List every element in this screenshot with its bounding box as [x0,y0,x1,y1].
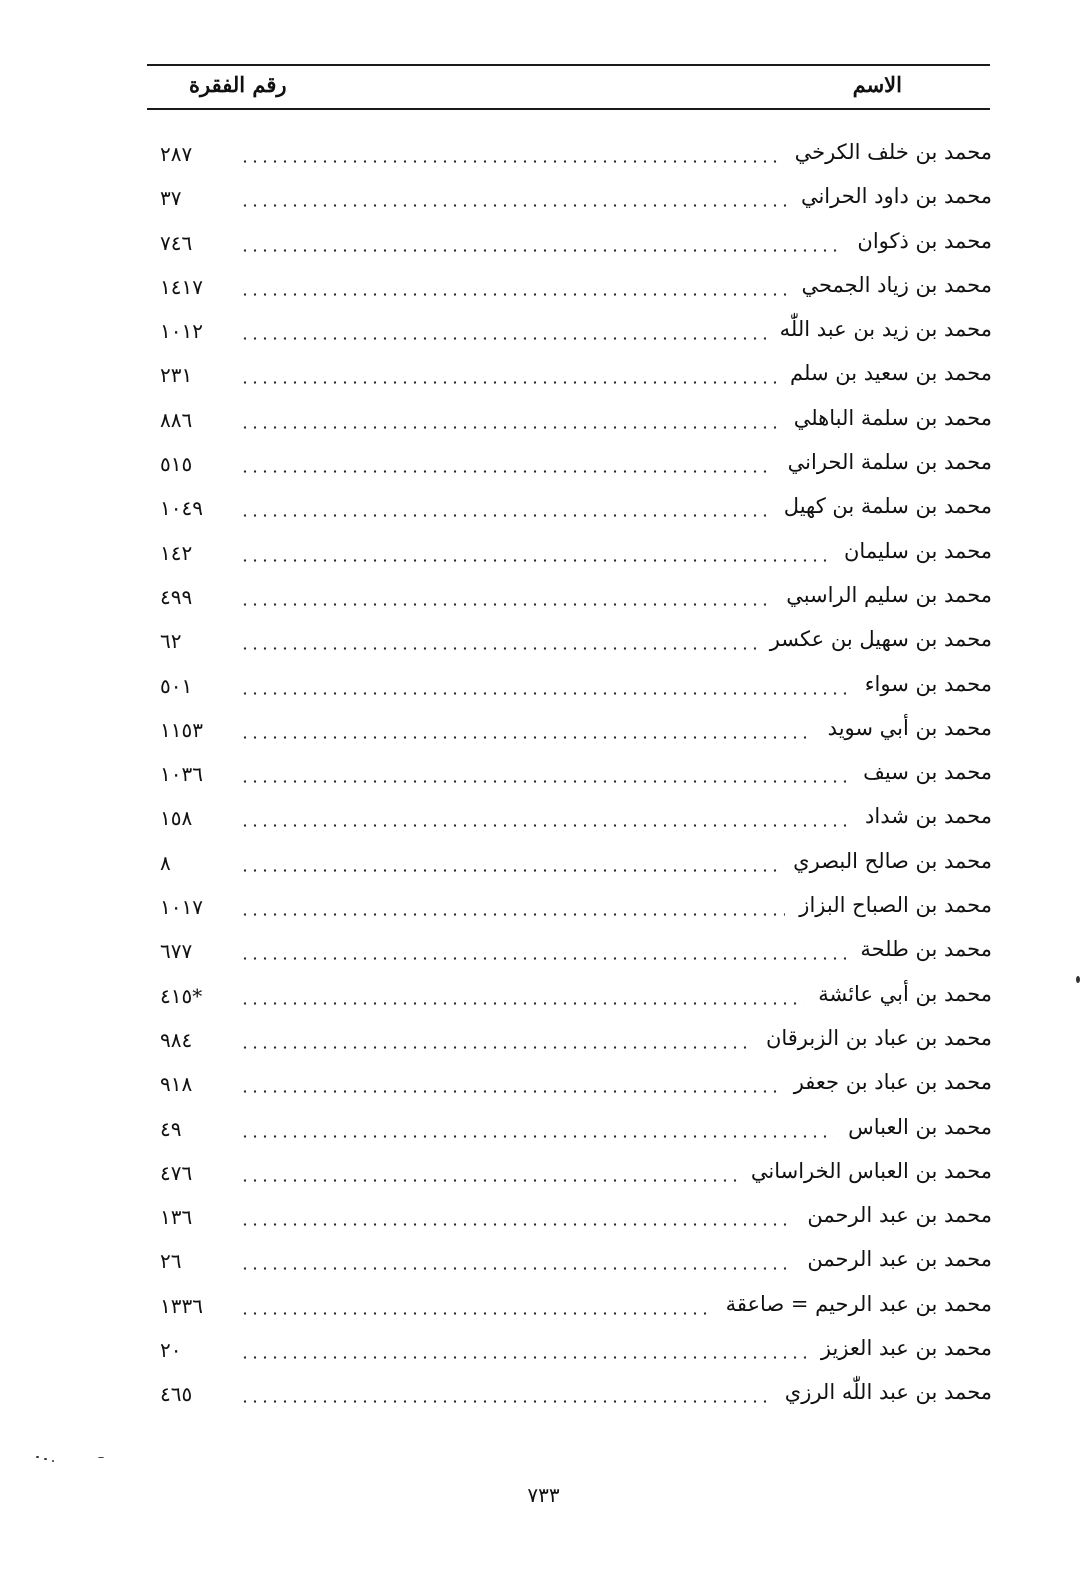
entry-name: محمد بن أبي سويد [816,716,992,740]
dot-leader [240,249,843,252]
entry-paragraph-number: ١٣٣٦ [160,1293,203,1318]
entry-name: محمد بن شداد [853,804,992,828]
index-entry-row [160,976,992,1020]
entry-name: محمد بن العباس [836,1115,992,1139]
entry-name: محمد بن عبد الرحمن [795,1203,992,1227]
index-entry-row [160,843,992,887]
dot-leader [240,559,830,562]
entry-paragraph-number: ١٤٢ [160,540,193,565]
entry-paragraph-number: ١١٥٣ [160,717,203,742]
entry-paragraph-number: ٨٨٦ [160,407,193,432]
entry-paragraph-number: ٤٧٦ [160,1160,193,1185]
dot-leader [240,381,776,384]
entry-paragraph-number: ١٠٤٩ [160,496,203,521]
index-entry-row [160,267,992,311]
entry-name: محمد بن زياد الجمحي [789,273,992,297]
dot-leader [240,426,780,429]
entry-name: محمد بن سلمة الباهلي [782,406,992,430]
dot-leader [240,1223,793,1226]
scan-speck [1076,976,1080,983]
index-entry-row [160,1286,992,1330]
index-entry-row [160,666,992,710]
dot-leader [240,204,787,207]
entry-name: محمد بن سعيد بن سلم [778,361,992,385]
scan-speck [44,1458,47,1460]
entry-paragraph-number: ١٤١٧ [160,274,203,299]
scan-speck [98,1457,104,1458]
index-entry-row [160,223,992,267]
entry-paragraph-number: ٩١٨ [160,1072,193,1097]
table-header [147,66,990,108]
entry-paragraph-number: ١٠٣٦ [160,762,203,787]
entry-name: محمد بن زيد بن عبد اللّٰه [768,317,992,341]
entry-paragraph-number: ٢٨٧ [160,142,193,166]
entry-name: محمد بن ذكوان [845,229,992,253]
index-entry-row [160,1109,992,1153]
entry-name: محمد بن سلمة الحراني [776,450,992,474]
dot-leader [240,957,846,960]
number-column-header: رقم الفقرة [189,72,287,97]
entry-name: محمد بن عباد بن جعفر [782,1070,992,1094]
dot-leader [240,603,772,606]
index-entry-row [160,311,992,355]
entry-paragraph-number: ٢٦ [160,1249,182,1274]
index-entry-row [160,355,992,399]
index-entry-row [160,621,992,665]
entry-name: محمد بن سيف [851,760,992,784]
scan-speck [36,1456,39,1458]
entry-name: محمد بن خلف الكرخي [783,140,992,164]
header-bottom-rule [147,108,990,110]
index-entry-row [160,134,992,178]
dot-leader [240,1002,804,1005]
entry-name: محمد بن داود الحراني [789,184,992,208]
dot-leader [240,470,774,473]
dot-leader [240,824,851,827]
entry-paragraph-number: ٦٧٧ [160,939,193,964]
entry-name: محمد بن سليم الراسبي [774,583,992,607]
index-entry-row [160,754,992,798]
index-entry-row [160,400,992,444]
entry-paragraph-number: ٢٣١ [160,363,193,388]
dot-leader [240,1356,807,1359]
entry-name: محمد بن سلمة بن كهيل [772,494,992,518]
dot-leader [240,1135,834,1138]
entry-name: محمد بن عباد بن الزبرقان [754,1026,992,1050]
dot-leader [240,1090,780,1093]
entry-name: محمد بن سهيل بن عكسر [758,627,992,651]
index-entry-row [160,1153,992,1197]
index-entry-row [160,178,992,222]
entry-paragraph-number: ٤٩٩ [160,584,193,609]
entry-paragraph-number: ٣٧ [160,186,182,211]
index-entry-row [160,444,992,488]
index-entry-row [160,710,992,754]
entry-name: محمد بن أبي عائشة [806,982,992,1006]
index-entry-row [160,1197,992,1241]
index-entry-row [160,887,992,931]
entry-paragraph-number: ٤٩ [160,1116,182,1141]
entry-paragraph-number: ١٥٨ [160,806,193,831]
index-entry-list [160,134,992,1419]
dot-leader [240,1312,712,1315]
entry-name: محمد بن عبد اللّٰه الرزي [773,1380,992,1404]
entry-name: محمد بن الصباح البزاز [787,893,992,917]
dot-leader [240,736,814,739]
dot-leader [240,1179,737,1182]
entry-paragraph-number: ٦٢ [160,629,182,654]
name-column-header: الاسم [852,72,902,97]
dot-leader [240,514,770,517]
dot-leader [240,647,756,650]
entry-paragraph-number: ٤٦٥ [160,1382,193,1407]
entry-name: محمد بن عبد العزيز [809,1336,992,1360]
index-entry-row [160,1241,992,1285]
entry-paragraph-number: ٧٤٦ [160,230,193,255]
entry-paragraph-number: ١٠١٧ [160,895,203,920]
entry-paragraph-number: ٢٠ [160,1338,182,1363]
entry-name: محمد بن سليمان [832,539,992,563]
dot-leader [240,780,849,783]
dot-leader [240,913,785,916]
index-entry-row [160,1374,992,1418]
entry-paragraph-number: ٥١٥ [160,452,193,477]
dot-leader [240,293,787,296]
index-entry-row [160,931,992,975]
page-number: ٧٣٣ [527,1483,560,1507]
entry-paragraph-number: ١٣٦ [160,1205,193,1230]
dot-leader [240,1046,752,1049]
dot-leader [240,160,781,163]
scan-speck [52,1460,54,1462]
entry-paragraph-number: ٥٠١ [160,673,193,698]
index-entry-row [160,1330,992,1374]
entry-name: محمد بن عبد الرحمن [795,1247,992,1271]
entry-name: محمد بن سواء [853,672,992,696]
dot-leader [240,692,851,695]
index-entry-row [160,1020,992,1064]
index-entry-row [160,1064,992,1108]
dot-leader [240,1400,771,1403]
index-entry-row [160,533,992,577]
entry-name: محمد بن صالح البصري [781,849,992,873]
dot-leader [240,337,766,340]
dot-leader [240,869,779,872]
entry-paragraph-number: ١٠١٢ [160,319,203,344]
entry-name: محمد بن العباس الخراساني [739,1159,992,1183]
entry-name: محمد بن عبد الرحيم = صاعقة [714,1292,992,1316]
dot-leader [240,1267,793,1270]
entry-name: محمد بن طلحة [848,937,992,961]
entry-paragraph-number: ٨ [160,850,171,875]
entry-paragraph-number: ٤١٥* [160,983,203,1008]
index-entry-row [160,488,992,532]
entry-paragraph-number: ٩٨٤ [160,1027,193,1052]
index-entry-row [160,798,992,842]
index-entry-row [160,577,992,621]
